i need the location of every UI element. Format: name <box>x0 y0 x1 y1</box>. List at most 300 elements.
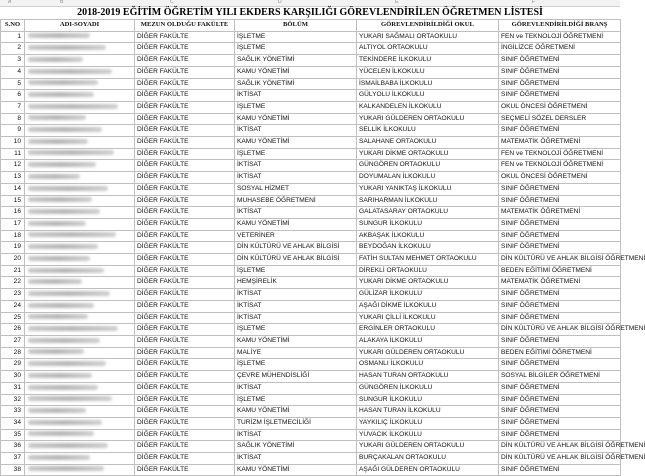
department-cell[interactable]: İKTİSAT <box>235 207 357 219</box>
header-branch: GÖREVLENDİRİLDİĞİ BRANŞ <box>499 20 621 32</box>
department-cell[interactable]: KAMU YÖNETİMİ <box>235 137 357 149</box>
school-cell[interactable]: HASAN TURAN ORTAOKULU <box>357 371 499 383</box>
branch-cell[interactable]: DİN KÜLTÜRÜ VE AHLAK BİLGİSİ ÖĞRETMENİ <box>499 254 621 266</box>
table-row <box>1 254 621 266</box>
name-cell[interactable] <box>25 78 135 90</box>
branch-cell[interactable]: OKUL ÖNCESİ ÖĞRETMENİ <box>499 172 621 184</box>
table-row <box>1 382 621 394</box>
school-cell[interactable]: YUKARI GÜLDEREN ORTAOKULU <box>357 441 499 453</box>
school-cell[interactable]: YUVACIK İLKOKULU <box>357 429 499 441</box>
school-cell[interactable]: ALTIYOL ORTAOKULU <box>357 43 499 55</box>
name-cell[interactable] <box>25 230 135 242</box>
header-no: S.NO <box>1 20 25 32</box>
table-row <box>1 242 621 254</box>
faculty-cell[interactable]: DİĞER FAKÜLTE <box>135 429 235 441</box>
school-cell[interactable]: SALAHANE ORTAOKULU <box>357 137 499 149</box>
row-number[interactable]: 9 <box>1 125 25 137</box>
department-cell[interactable]: MUHASEBE ÖĞRETMENİ <box>235 195 357 207</box>
name-cell[interactable] <box>25 113 135 125</box>
department-cell[interactable]: KAMU YÖNETİMİ <box>235 335 357 347</box>
faculty-cell[interactable]: DİĞER FAKÜLTE <box>135 183 235 195</box>
school-cell[interactable]: AKBAŞAK İLKOKULU <box>357 230 499 242</box>
table-row <box>1 371 621 383</box>
faculty-cell[interactable]: DİĞER FAKÜLTE <box>135 254 235 266</box>
row-number[interactable]: 19 <box>1 242 25 254</box>
name-cell[interactable] <box>25 359 135 371</box>
branch-cell[interactable]: SINIF ÖĞRETMENİ <box>499 417 621 429</box>
faculty-cell[interactable]: DİĞER FAKÜLTE <box>135 230 235 242</box>
name-cell[interactable] <box>25 43 135 55</box>
branch-cell[interactable]: SINIF ÖĞRETMENİ <box>499 242 621 254</box>
school-cell[interactable]: İSMAİLBABA İLKOKULU <box>357 78 499 90</box>
department-cell[interactable]: İKTİSAT <box>235 382 357 394</box>
branch-cell[interactable]: SINIF ÖĞRETMENİ <box>499 195 621 207</box>
faculty-cell[interactable]: DİĞER FAKÜLTE <box>135 406 235 418</box>
row-number[interactable]: 16 <box>1 207 25 219</box>
department-cell[interactable]: KAMU YÖNETİMİ <box>235 464 357 476</box>
faculty-cell[interactable]: DİĞER FAKÜLTE <box>135 371 235 383</box>
faculty-cell[interactable]: DİĞER FAKÜLTE <box>135 242 235 254</box>
name-cell[interactable] <box>25 441 135 453</box>
table-row <box>1 347 621 359</box>
department-cell[interactable]: KAMU YÖNETİMİ <box>235 218 357 230</box>
redacted-name-blur <box>28 338 100 343</box>
faculty-cell[interactable]: DİĞER FAKÜLTE <box>135 90 235 102</box>
redacted-name-blur <box>28 443 108 448</box>
name-cell[interactable] <box>25 90 135 102</box>
table-row <box>1 43 621 55</box>
branch-cell[interactable]: SINIF ÖĞRETMENİ <box>499 55 621 67</box>
faculty-cell[interactable]: DİĞER FAKÜLTE <box>135 101 235 113</box>
school-cell[interactable]: FATİH SULTAN MEHMET ORTAOKULU <box>357 254 499 266</box>
branch-cell[interactable]: İNGİLİZCE ÖĞRETMENİ <box>499 43 621 55</box>
school-cell[interactable]: GÜLİZAR İLKOKULU <box>357 289 499 301</box>
row-number[interactable]: 13 <box>1 172 25 184</box>
name-cell[interactable] <box>25 160 135 172</box>
school-cell[interactable]: YUKARI GÜLDEREN ORTAOKULU <box>357 113 499 125</box>
branch-cell[interactable]: SINIF ÖĞRETMENİ <box>499 359 621 371</box>
row-number[interactable]: 25 <box>1 312 25 324</box>
row-number[interactable]: 22 <box>1 277 25 289</box>
department-cell[interactable]: SOSYAL HİZMET <box>235 183 357 195</box>
name-cell[interactable] <box>25 324 135 336</box>
row-number[interactable]: 11 <box>1 148 25 160</box>
name-cell[interactable] <box>25 125 135 137</box>
branch-cell[interactable]: SINIF ÖĞRETMENİ <box>499 289 621 301</box>
school-cell[interactable]: AŞAĞI DİKME İLKOKULU <box>357 300 499 312</box>
name-cell[interactable] <box>25 195 135 207</box>
name-cell[interactable] <box>25 265 135 277</box>
row-number[interactable]: 24 <box>1 300 25 312</box>
branch-cell[interactable]: SINIF ÖĞRETMENİ <box>499 382 621 394</box>
department-cell[interactable]: KAMU YÖNETİMİ <box>235 66 357 78</box>
branch-cell[interactable]: SINIF ÖĞRETMENİ <box>499 300 621 312</box>
school-cell[interactable]: YAYKILIÇ İLKOKULU <box>357 417 499 429</box>
name-cell[interactable] <box>25 277 135 289</box>
school-cell[interactable]: KALKANDELEN İLKOKULU <box>357 101 499 113</box>
redacted-name-blur <box>28 127 102 132</box>
row-number[interactable]: 2 <box>1 43 25 55</box>
table-row <box>1 183 621 195</box>
row-number[interactable]: 20 <box>1 254 25 266</box>
redacted-name-blur <box>28 104 118 109</box>
school-cell[interactable]: GÜNGÖREN ORTAOKULU <box>357 160 499 172</box>
branch-cell[interactable]: SINIF ÖĞRETMENİ <box>499 218 621 230</box>
table-row <box>1 125 621 137</box>
name-cell[interactable] <box>25 172 135 184</box>
school-cell[interactable]: SARIHARMAN İLKOKULU <box>357 195 499 207</box>
row-number[interactable]: 30 <box>1 371 25 383</box>
branch-cell[interactable]: MATEMATİK ÖĞRETMENİ <box>499 137 621 149</box>
school-cell[interactable]: BEYDOĞAN İLKOKULU <box>357 242 499 254</box>
redacted-name-blur <box>28 408 86 413</box>
branch-cell[interactable]: BEDEN EĞİTİMİ ÖĞRETMENİ <box>499 347 621 359</box>
name-cell[interactable] <box>25 207 135 219</box>
name-cell[interactable] <box>25 218 135 230</box>
redacted-name-blur <box>28 314 88 319</box>
row-number[interactable]: 37 <box>1 453 25 465</box>
table-row <box>1 55 621 67</box>
row-number[interactable]: 7 <box>1 101 25 113</box>
branch-cell[interactable]: SINIF ÖĞRETMENİ <box>499 429 621 441</box>
redacted-name-blur <box>28 232 116 237</box>
faculty-cell[interactable]: DİĞER FAKÜLTE <box>135 347 235 359</box>
redacted-name-blur <box>28 33 90 38</box>
department-cell[interactable]: KAMU YÖNETİMİ <box>235 406 357 418</box>
branch-cell[interactable]: FEN ve TEKNOLOJİ ÖĞRETMENİ <box>499 31 621 43</box>
redacted-name-blur <box>28 326 118 331</box>
row-number[interactable]: 23 <box>1 289 25 301</box>
department-cell[interactable]: İKTİSAT <box>235 90 357 102</box>
branch-cell[interactable]: DİN KÜLTÜRÜ VE AHLAK BİLGİSİ ÖĞRETMENİ <box>499 324 621 336</box>
redacted-name-blur <box>28 455 90 460</box>
department-cell[interactable]: İŞLETME <box>235 43 357 55</box>
row-number[interactable]: 5 <box>1 78 25 90</box>
table-row <box>1 406 621 418</box>
header-school: GÖREVLENDİRİLDİĞİ OKUL <box>357 20 499 32</box>
redacted-name-blur <box>28 279 82 284</box>
department-cell[interactable]: SAĞLIK YÖNETİMİ <box>235 55 357 67</box>
school-cell[interactable]: YUKARI ÇİLLİ İLKOKULU <box>357 312 499 324</box>
faculty-cell[interactable]: DİĞER FAKÜLTE <box>135 195 235 207</box>
department-cell[interactable]: ÇEVRE MÜHENDİSLİĞİ <box>235 371 357 383</box>
column-letter: C <box>170 0 174 5</box>
faculty-cell[interactable]: DİĞER FAKÜLTE <box>135 78 235 90</box>
redacted-name-blur <box>28 466 104 471</box>
table-row <box>1 195 621 207</box>
row-number[interactable]: 3 <box>1 55 25 67</box>
school-cell[interactable]: OSMANLI İLKOKULU <box>357 359 499 371</box>
column-letter: B <box>60 0 64 5</box>
branch-cell[interactable]: DİN KÜLTÜRÜ VE AHLAK BİLGİSİ ÖĞRETMENİ <box>499 441 621 453</box>
name-cell[interactable] <box>25 335 135 347</box>
table-row <box>1 464 621 476</box>
name-cell[interactable] <box>25 429 135 441</box>
table-row <box>1 90 621 102</box>
department-cell[interactable]: TURİZM İŞLETMECİLİĞİ <box>235 417 357 429</box>
department-cell[interactable]: İKTİSAT <box>235 453 357 465</box>
name-cell[interactable] <box>25 300 135 312</box>
redacted-name-blur <box>28 373 92 378</box>
name-cell[interactable] <box>25 382 135 394</box>
name-cell[interactable] <box>25 312 135 324</box>
name-cell[interactable] <box>25 101 135 113</box>
name-cell[interactable] <box>25 55 135 67</box>
department-cell[interactable]: İŞLETME <box>235 148 357 160</box>
department-cell[interactable]: DİN KÜLTÜRÜ VE AHLAK BİLGİSİ <box>235 254 357 266</box>
branch-cell[interactable]: SINIF ÖĞRETMENİ <box>499 78 621 90</box>
name-cell[interactable] <box>25 464 135 476</box>
name-cell[interactable] <box>25 417 135 429</box>
school-cell[interactable]: YUKARI DİKME ORTAOKULU <box>357 277 499 289</box>
faculty-cell[interactable]: DİĞER FAKÜLTE <box>135 148 235 160</box>
name-cell[interactable] <box>25 66 135 78</box>
header-faculty: MEZUN OLDUĞU FAKÜLTE <box>135 20 235 32</box>
department-cell[interactable]: VETERİNER <box>235 230 357 242</box>
row-number[interactable]: 12 <box>1 160 25 172</box>
faculty-cell[interactable]: DİĞER FAKÜLTE <box>135 113 235 125</box>
redacted-name-blur <box>28 431 94 436</box>
name-cell[interactable] <box>25 453 135 465</box>
row-number[interactable]: 15 <box>1 195 25 207</box>
header-row <box>1 20 621 32</box>
department-cell[interactable]: İŞLETME <box>235 265 357 277</box>
department-cell[interactable]: İKTİSAT <box>235 172 357 184</box>
branch-cell[interactable]: SINIF ÖĞRETMENİ <box>499 464 621 476</box>
branch-cell[interactable]: FEN ve TEKNOLOJİ ÖĞRETMENİ <box>499 148 621 160</box>
table-row <box>1 359 621 371</box>
branch-cell[interactable]: SINIF ÖĞRETMENİ <box>499 66 621 78</box>
name-cell[interactable] <box>25 242 135 254</box>
redacted-name-blur <box>28 92 94 97</box>
faculty-cell[interactable]: DİĞER FAKÜLTE <box>135 31 235 43</box>
faculty-cell[interactable]: DİĞER FAKÜLTE <box>135 172 235 184</box>
faculty-cell[interactable]: DİĞER FAKÜLTE <box>135 207 235 219</box>
faculty-cell[interactable]: DİĞER FAKÜLTE <box>135 464 235 476</box>
school-cell[interactable]: ERGİNLER ORTAOKULU <box>357 324 499 336</box>
table-row <box>1 207 621 219</box>
table-row <box>1 417 621 429</box>
branch-cell[interactable]: BEDEN EĞİTİMİ ÖĞRETMENİ <box>499 265 621 277</box>
school-cell[interactable]: DİREKLİ ORTAOKULU <box>357 265 499 277</box>
row-number[interactable]: 38 <box>1 464 25 476</box>
school-cell[interactable]: BURÇAKALAN ORTAOKULU <box>357 453 499 465</box>
school-cell[interactable]: TEKİNDERE İLKOKULU <box>357 55 499 67</box>
school-cell[interactable]: YÜCELEN İLKOKULU <box>357 66 499 78</box>
branch-cell[interactable]: FEN ve TEKNOLOJİ ÖĞRETMENİ <box>499 160 621 172</box>
redacted-name-blur <box>28 291 110 296</box>
row-number[interactable]: 28 <box>1 347 25 359</box>
redacted-name-blur <box>28 69 112 74</box>
table-row <box>1 441 621 453</box>
name-cell[interactable] <box>25 183 135 195</box>
faculty-cell[interactable]: DİĞER FAKÜLTE <box>135 218 235 230</box>
department-cell[interactable]: İŞLETME <box>235 101 357 113</box>
redacted-name-blur <box>28 162 96 167</box>
table-row <box>1 230 621 242</box>
faculty-cell[interactable]: DİĞER FAKÜLTE <box>135 359 235 371</box>
department-cell[interactable]: İKTİSAT <box>235 312 357 324</box>
department-cell[interactable]: DİN KÜLTÜRÜ VE AHLAK BİLGİSİ <box>235 242 357 254</box>
branch-cell[interactable]: SINIF ÖĞRETMENİ <box>499 90 621 102</box>
row-number[interactable]: 10 <box>1 137 25 149</box>
branch-cell[interactable]: SINIF ÖĞRETMENİ <box>499 125 621 137</box>
table-row <box>1 31 621 43</box>
faculty-cell[interactable]: DİĞER FAKÜLTE <box>135 335 235 347</box>
department-cell[interactable]: İKTİSAT <box>235 300 357 312</box>
faculty-cell[interactable]: DİĞER FAKÜLTE <box>135 277 235 289</box>
faculty-cell[interactable]: DİĞER FAKÜLTE <box>135 125 235 137</box>
branch-cell[interactable]: OKUL ÖNCESİ ÖĞRETMENİ <box>499 101 621 113</box>
redacted-name-blur <box>28 268 104 273</box>
table-row <box>1 453 621 465</box>
table-row <box>1 101 621 113</box>
table-row <box>1 137 621 149</box>
redacted-name-blur <box>28 115 86 120</box>
name-cell[interactable] <box>25 137 135 149</box>
school-cell[interactable]: YUKARI YANIKTAŞ İLKOKULU <box>357 183 499 195</box>
faculty-cell[interactable]: DİĞER FAKÜLTE <box>135 43 235 55</box>
redacted-name-blur <box>28 349 84 354</box>
column-letter: A <box>8 0 12 5</box>
school-cell[interactable]: DOYUMALAN İLKOKULU <box>357 172 499 184</box>
faculty-cell[interactable]: DİĞER FAKÜLTE <box>135 324 235 336</box>
faculty-cell[interactable]: DİĞER FAKÜLTE <box>135 265 235 277</box>
faculty-cell[interactable]: DİĞER FAKÜLTE <box>135 312 235 324</box>
row-number[interactable]: 29 <box>1 359 25 371</box>
school-cell[interactable]: YUKARI DİKME ORTAOKULU <box>357 148 499 160</box>
department-cell[interactable]: İKTİSAT <box>235 125 357 137</box>
table-row <box>1 429 621 441</box>
row-number[interactable]: 6 <box>1 90 25 102</box>
name-cell[interactable] <box>25 31 135 43</box>
redacted-name-blur <box>28 303 94 308</box>
row-number[interactable]: 21 <box>1 265 25 277</box>
row-number[interactable]: 33 <box>1 406 25 418</box>
branch-cell[interactable]: SINIF ÖĞRETMENİ <box>499 406 621 418</box>
faculty-cell[interactable]: DİĞER FAKÜLTE <box>135 417 235 429</box>
branch-cell[interactable]: MATEMATİK ÖĞRETMENİ <box>499 207 621 219</box>
redacted-name-blur <box>28 396 112 401</box>
row-number[interactable]: 26 <box>1 324 25 336</box>
faculty-cell[interactable]: DİĞER FAKÜLTE <box>135 382 235 394</box>
school-cell[interactable]: ALAKAYA İLKOKULU <box>357 335 499 347</box>
faculty-cell[interactable]: DİĞER FAKÜLTE <box>135 394 235 406</box>
row-number[interactable]: 1 <box>1 31 25 43</box>
name-cell[interactable] <box>25 394 135 406</box>
row-number[interactable]: 36 <box>1 441 25 453</box>
row-number[interactable]: 31 <box>1 382 25 394</box>
row-number[interactable]: 18 <box>1 230 25 242</box>
row-number[interactable]: 4 <box>1 66 25 78</box>
school-cell[interactable]: AŞAĞI GÜLDEREN ORTAOKULU <box>357 464 499 476</box>
school-cell[interactable]: GÜNGÖREN İLKOKULU <box>357 382 499 394</box>
department-cell[interactable]: İKTİSAT <box>235 160 357 172</box>
department-cell[interactable]: İKTİSAT <box>235 289 357 301</box>
name-cell[interactable] <box>25 148 135 160</box>
branch-cell[interactable]: SINIF ÖĞRETMENİ <box>499 183 621 195</box>
department-cell[interactable]: İKTİSAT <box>235 429 357 441</box>
redacted-name-blur <box>28 244 98 249</box>
redacted-name-blur <box>28 361 106 366</box>
department-cell[interactable]: KAMU YÖNETİMİ <box>235 113 357 125</box>
name-cell[interactable] <box>25 371 135 383</box>
branch-cell[interactable]: DİN KÜLTÜRÜ VE AHLAK BİLGİSİ ÖĞRETMENİ <box>499 453 621 465</box>
school-cell[interactable]: YUKARI SAĞMALI ORTAOKULU <box>357 31 499 43</box>
faculty-cell[interactable]: DİĞER FAKÜLTE <box>135 300 235 312</box>
name-cell[interactable] <box>25 347 135 359</box>
department-cell[interactable]: MALİYE <box>235 347 357 359</box>
table-row <box>1 289 621 301</box>
branch-cell[interactable]: SEÇMELİ SÖZEL DERSLER <box>499 113 621 125</box>
teacher-table <box>0 19 645 476</box>
header-name: ADI-SOYADI <box>25 20 135 32</box>
department-cell[interactable]: SAĞLIK YÖNETİMİ <box>235 78 357 90</box>
faculty-cell[interactable]: DİĞER FAKÜLTE <box>135 66 235 78</box>
row-number[interactable]: 35 <box>1 429 25 441</box>
name-cell[interactable] <box>25 254 135 266</box>
faculty-cell[interactable]: DİĞER FAKÜLTE <box>135 55 235 67</box>
department-cell[interactable]: İŞLETME <box>235 359 357 371</box>
redacted-name-blur <box>28 57 83 62</box>
department-cell[interactable]: SAĞLIK YÖNETİMİ <box>235 441 357 453</box>
table-row <box>1 172 621 184</box>
faculty-cell[interactable]: DİĞER FAKÜLTE <box>135 137 235 149</box>
row-number[interactable]: 17 <box>1 218 25 230</box>
row-number[interactable]: 27 <box>1 335 25 347</box>
name-cell[interactable] <box>25 289 135 301</box>
branch-cell[interactable]: SINIF ÖĞRETMENİ <box>499 394 621 406</box>
school-cell[interactable]: SUNGUR İLKOKULU <box>357 218 499 230</box>
header-dept: BÖLÜM <box>235 20 357 32</box>
branch-cell[interactable]: SINIF ÖĞRETMENİ <box>499 335 621 347</box>
table-row <box>1 277 621 289</box>
school-cell[interactable]: GALATASARAY ORTAOKULU <box>357 207 499 219</box>
school-cell[interactable]: YUKARI GÜLDEREN ORTAOKULU <box>357 347 499 359</box>
faculty-cell[interactable]: DİĞER FAKÜLTE <box>135 160 235 172</box>
school-cell[interactable]: HASAN TURAN İLKOKULU <box>357 406 499 418</box>
branch-cell[interactable]: MATEMATİK ÖĞRETMENİ <box>499 277 621 289</box>
branch-cell[interactable]: SOSYAL BİLGİLER ÖĞRETMENİ <box>499 371 621 383</box>
redacted-name-blur <box>28 256 90 261</box>
redacted-name-blur <box>28 186 108 191</box>
row-number[interactable]: 8 <box>1 113 25 125</box>
department-cell[interactable]: İŞLETME <box>235 324 357 336</box>
school-cell[interactable]: GÜLYOLU İLKOKULU <box>357 90 499 102</box>
faculty-cell[interactable]: DİĞER FAKÜLTE <box>135 453 235 465</box>
redacted-name-blur <box>28 174 80 179</box>
table-row <box>1 335 621 347</box>
branch-cell[interactable]: SINIF ÖĞRETMENİ <box>499 230 621 242</box>
row-number[interactable]: 14 <box>1 183 25 195</box>
row-number[interactable]: 34 <box>1 417 25 429</box>
document-title: 2018-2019 EĞİTİM ÖĞRETİM YILI EKDERS KARŞILIĞI GÖREVLENDİRİLEN ÖĞRETMEN LİSTESİ <box>77 7 543 18</box>
department-cell[interactable]: İŞLETME <box>235 394 357 406</box>
redacted-name-blur <box>28 197 92 202</box>
row-number[interactable]: 32 <box>1 394 25 406</box>
branch-cell[interactable]: SINIF ÖĞRETMENİ <box>499 312 621 324</box>
table-row <box>1 148 621 160</box>
school-cell[interactable]: SELLİK İLKOKULU <box>357 125 499 137</box>
faculty-cell[interactable]: DİĞER FAKÜLTE <box>135 441 235 453</box>
department-cell[interactable]: İŞLETME <box>235 31 357 43</box>
redacted-name-blur <box>28 139 88 144</box>
column-letter: D <box>278 0 282 5</box>
department-cell[interactable]: HEMŞİRELİK <box>235 277 357 289</box>
faculty-cell[interactable]: DİĞER FAKÜLTE <box>135 289 235 301</box>
name-cell[interactable] <box>25 406 135 418</box>
school-cell[interactable]: SUNGUR İLKOKULU <box>357 394 499 406</box>
